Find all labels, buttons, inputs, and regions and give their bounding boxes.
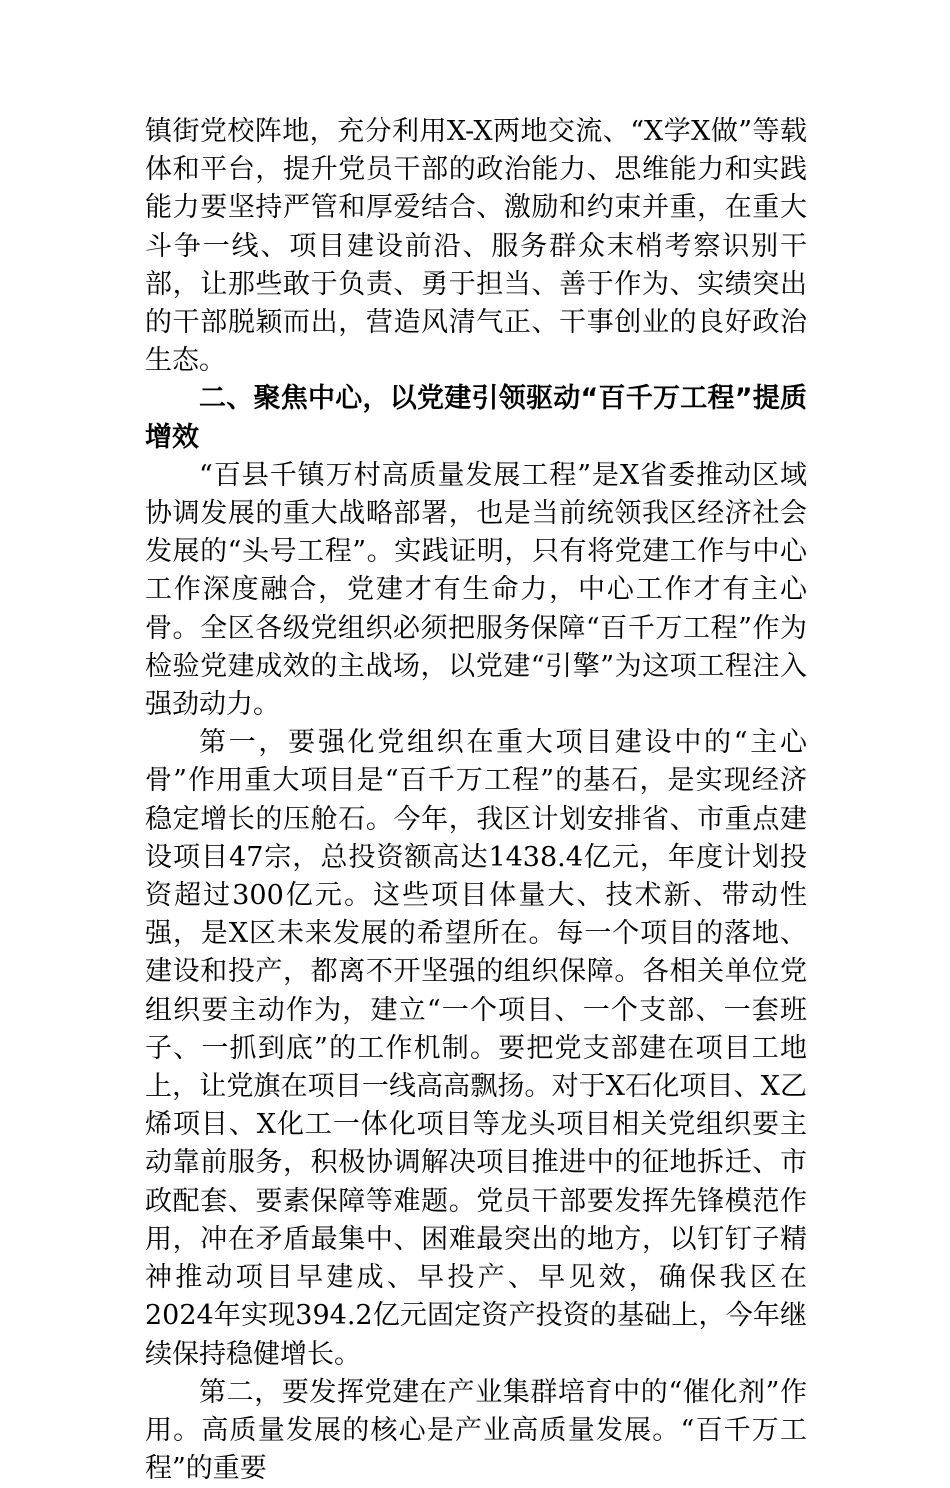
section-heading: 二、聚焦中心，以党建引领驱动“百千万工程”提质增效 bbox=[145, 383, 807, 453]
continuation-paragraph: 镇街党校阵地，充分利用X-X两地交流、“X学X做”等载体和平台，提升党员干部的政治能力、思维能力和实践能力要坚持严管和厚爱结合、激励和约束并重，在重大斗争一线、项目建设前沿、服务群众末梢考察识别干部，让那些敢于负责、勇于担当、善于作为、实绩突出的干部脱颖而出，营造风清气正、干事创业的良好政治生态。 bbox=[145, 116, 807, 377]
document-body bbox=[145, 113, 807, 1488]
body-paragraph: 第二，要发挥党建在产业集群培育中的“催化剂”作用。高质量发展的核心是产业高质量发展。“百千万工程”的重要 bbox=[145, 1376, 807, 1485]
body-paragraph: 第一，要强化党组织在重大项目建设中的“主心骨”作用重大项目是“百千万工程”的基石，是实现经济稳定增长的压舱石。今年，我区计划安排省、市重点建设项目47宗，总投资额高达1438.4亿元，年度计划投资超过300亿元。这些项目体量大、技术新、带动性强，是X区未来发展的希望所在。每一个项目的落地、建设和投产，都离不开坚强的组织保障。各相关单位党组织要主动作为，建立“一个项目、一个支部、一套班子、一抓到底”的工作机制。要把党支部建在项目工地上，让党旗在项目一线高高飘扬。对于X石化项目、X乙烯项目、X化工一体化项目等龙头项目相关党组织要主动靠前服务，积极协调解决项目推进中的征地拆迁、市政配套、要素保障等难题。党员干部要发挥先锋模范作用，冲在矛盾最集中、困难最突出的地方，以钉钉子精神推动项目早建成、早投产、早见效，确保我区在2024年实现394.2亿元固定资产投资的基础上，今年继续保持稳健增长。 bbox=[145, 727, 807, 1370]
body-paragraph: “百县千镇万村高质量发展工程”是X省委推动区域协调发展的重大战略部署，也是当前统领我区经济社会发展的“头号工程”。实践证明，只有将党建工作与中心工作深度融合，党建才有生命力，中心工作才有主心骨。全区各级党组织必须把服务保障“百千万工程”作为检验党建成效的主战场，以党建“引擎”为这项工程注入强劲动力。 bbox=[145, 459, 807, 721]
